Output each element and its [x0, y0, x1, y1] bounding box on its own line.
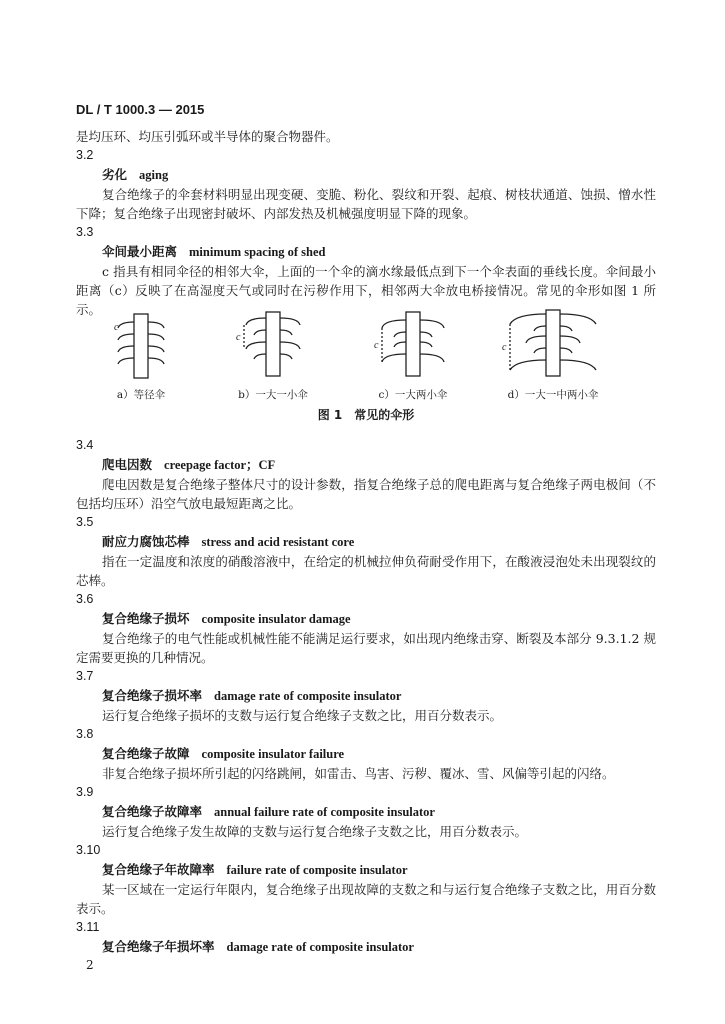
dim-label-c: c — [374, 340, 379, 351]
shed-profile-d — [510, 310, 596, 376]
term-en: annual failure rate of composite insulator — [214, 805, 435, 819]
figure-caption-b: b）一大一小伞 — [238, 389, 308, 401]
term-en: damage rate of composite insulator — [226, 940, 414, 954]
term-title — [76, 744, 656, 764]
term-cn: 复合绝缘子故障 — [102, 746, 190, 761]
term-cn: 复合绝缘子年损坏率 — [102, 939, 215, 954]
section — [76, 918, 656, 957]
document-header: DL / T 1000.3 — 2015 — [76, 102, 205, 117]
section — [76, 725, 656, 783]
section — [76, 436, 656, 513]
definition: 运行复合绝缘子损坏的支数与运行复合绝缘子支数之比，用百分数表示。 — [102, 708, 503, 723]
term-en: composite insulator damage — [201, 612, 351, 626]
term-en: aging — [139, 168, 169, 182]
term-title — [76, 937, 656, 957]
definition: c 指具有相同伞径的相邻大伞，上面的一个伞的滴水缘最低点到下一个伞表面的垂线长度。伞间最小距离（c）反映了在高湿度天气或同时在污秽作用下，相邻两大伞放电桥接情况。常见的伞形如图 1 所示。 — [76, 264, 656, 317]
definition: 指在一定温度和浓度的硝酸溶液中，在给定的机械拉伸负荷耐受作用下，在酸液浸泡处未出现裂纹的芯棒。 — [76, 554, 656, 588]
figure-caption-d: d）一大一中两小伞 — [507, 389, 599, 401]
term-cn: 劣化 — [102, 167, 128, 182]
term-cn: 复合绝缘子损坏 — [102, 611, 190, 626]
term-title — [76, 165, 656, 185]
definition: 运行复合绝缘子发生故障的支数与运行复合绝缘子支数之比，用百分数表示。 — [102, 824, 528, 839]
definition: 复合绝缘子的电气性能或机械性能不能满足运行要求，如出现内绝缘击穿、断裂及本部分 9.3.1.2 规定需要更换的几种情况。 — [76, 631, 656, 665]
section — [76, 841, 656, 918]
shed-profile-a — [118, 314, 164, 378]
term-en: damage rate of composite insulator — [214, 689, 402, 703]
figure-caption-c: c）一大两小伞 — [378, 389, 448, 401]
shed-profiles-drawing — [76, 300, 656, 400]
body-bottom — [76, 436, 656, 957]
definition: 爬电因数是复合绝缘子整体尺寸的设计参数，指复合绝缘子总的爬电距离与复合绝缘子两电极间（不包括均压环）沿空气放电最短距离之比。 — [76, 477, 656, 511]
term-cn: 爬电因数 — [102, 457, 153, 472]
term-en: creepage factor；CF — [164, 458, 276, 472]
term-title — [76, 802, 656, 822]
section-number: 3.6 — [76, 592, 94, 606]
section-number: 3.3 — [76, 225, 94, 239]
section-number: 3.8 — [76, 727, 94, 741]
definition: 非复合绝缘子损坏所引起的闪络跳闸，如雷击、鸟害、污秽、覆冰、雪、风偏等引起的闪络。 — [102, 766, 615, 781]
term-cn: 复合绝缘子年故障率 — [102, 862, 215, 877]
term-en: minimum spacing of shed — [189, 245, 326, 259]
shed-profile-b — [244, 312, 300, 376]
definition: 某一区域在一定运行年限内，复合绝缘子出现故障的支数之和与运行复合绝缘子支数之比，用百分数表示。 — [76, 882, 656, 916]
section — [76, 513, 656, 590]
term-cn: 伞间最小距离 — [102, 244, 178, 259]
definition: 复合绝缘子的伞套材料明显出现变硬、变脆、粉化、裂纹和开裂、起痕、树枝状通道、蚀损、憎水性下降；复合绝缘子出现密封破坏、内部发热及机械强度明显下降的现象。 — [76, 187, 656, 221]
section — [76, 667, 656, 725]
section — [76, 146, 656, 223]
term-title — [76, 860, 656, 880]
term-title — [76, 242, 656, 262]
section-number: 3.2 — [76, 148, 94, 162]
term-en: failure rate of composite insulator — [226, 863, 408, 877]
section-number: 3.7 — [76, 669, 94, 683]
dim-label-c: c — [114, 322, 119, 333]
dim-label-c: c — [502, 342, 507, 353]
intro-line: 是均压环、均压引弧环或半导体的聚合物器件。 — [76, 129, 339, 144]
term-title — [76, 532, 656, 552]
term-cn: 复合绝缘子损坏率 — [102, 688, 203, 703]
term-en: composite insulator failure — [201, 747, 345, 761]
term-title — [76, 686, 656, 706]
figure-title: 图 1 常见的伞形 — [317, 408, 415, 422]
section-number: 3.11 — [76, 920, 100, 934]
term-title — [76, 609, 656, 629]
body-top — [76, 127, 656, 319]
term-cn: 耐应力腐蚀芯棒 — [102, 534, 190, 549]
term-cn: 复合绝缘子故障率 — [102, 804, 203, 819]
shed-profile-c — [382, 312, 444, 376]
figure-1 — [76, 300, 656, 440]
term-en: stress and acid resistant core — [201, 535, 355, 549]
dim-label-c: c — [236, 332, 241, 343]
section — [76, 590, 656, 667]
section-number: 3.9 — [76, 785, 94, 799]
figure-caption-a: a）等径伞 — [116, 389, 166, 401]
section-number: 3.10 — [76, 843, 101, 857]
section-number: 3.5 — [76, 515, 94, 529]
section-number: 3.4 — [76, 438, 94, 452]
page-number: 2 — [86, 958, 94, 972]
term-title — [76, 455, 656, 475]
section — [76, 783, 656, 841]
